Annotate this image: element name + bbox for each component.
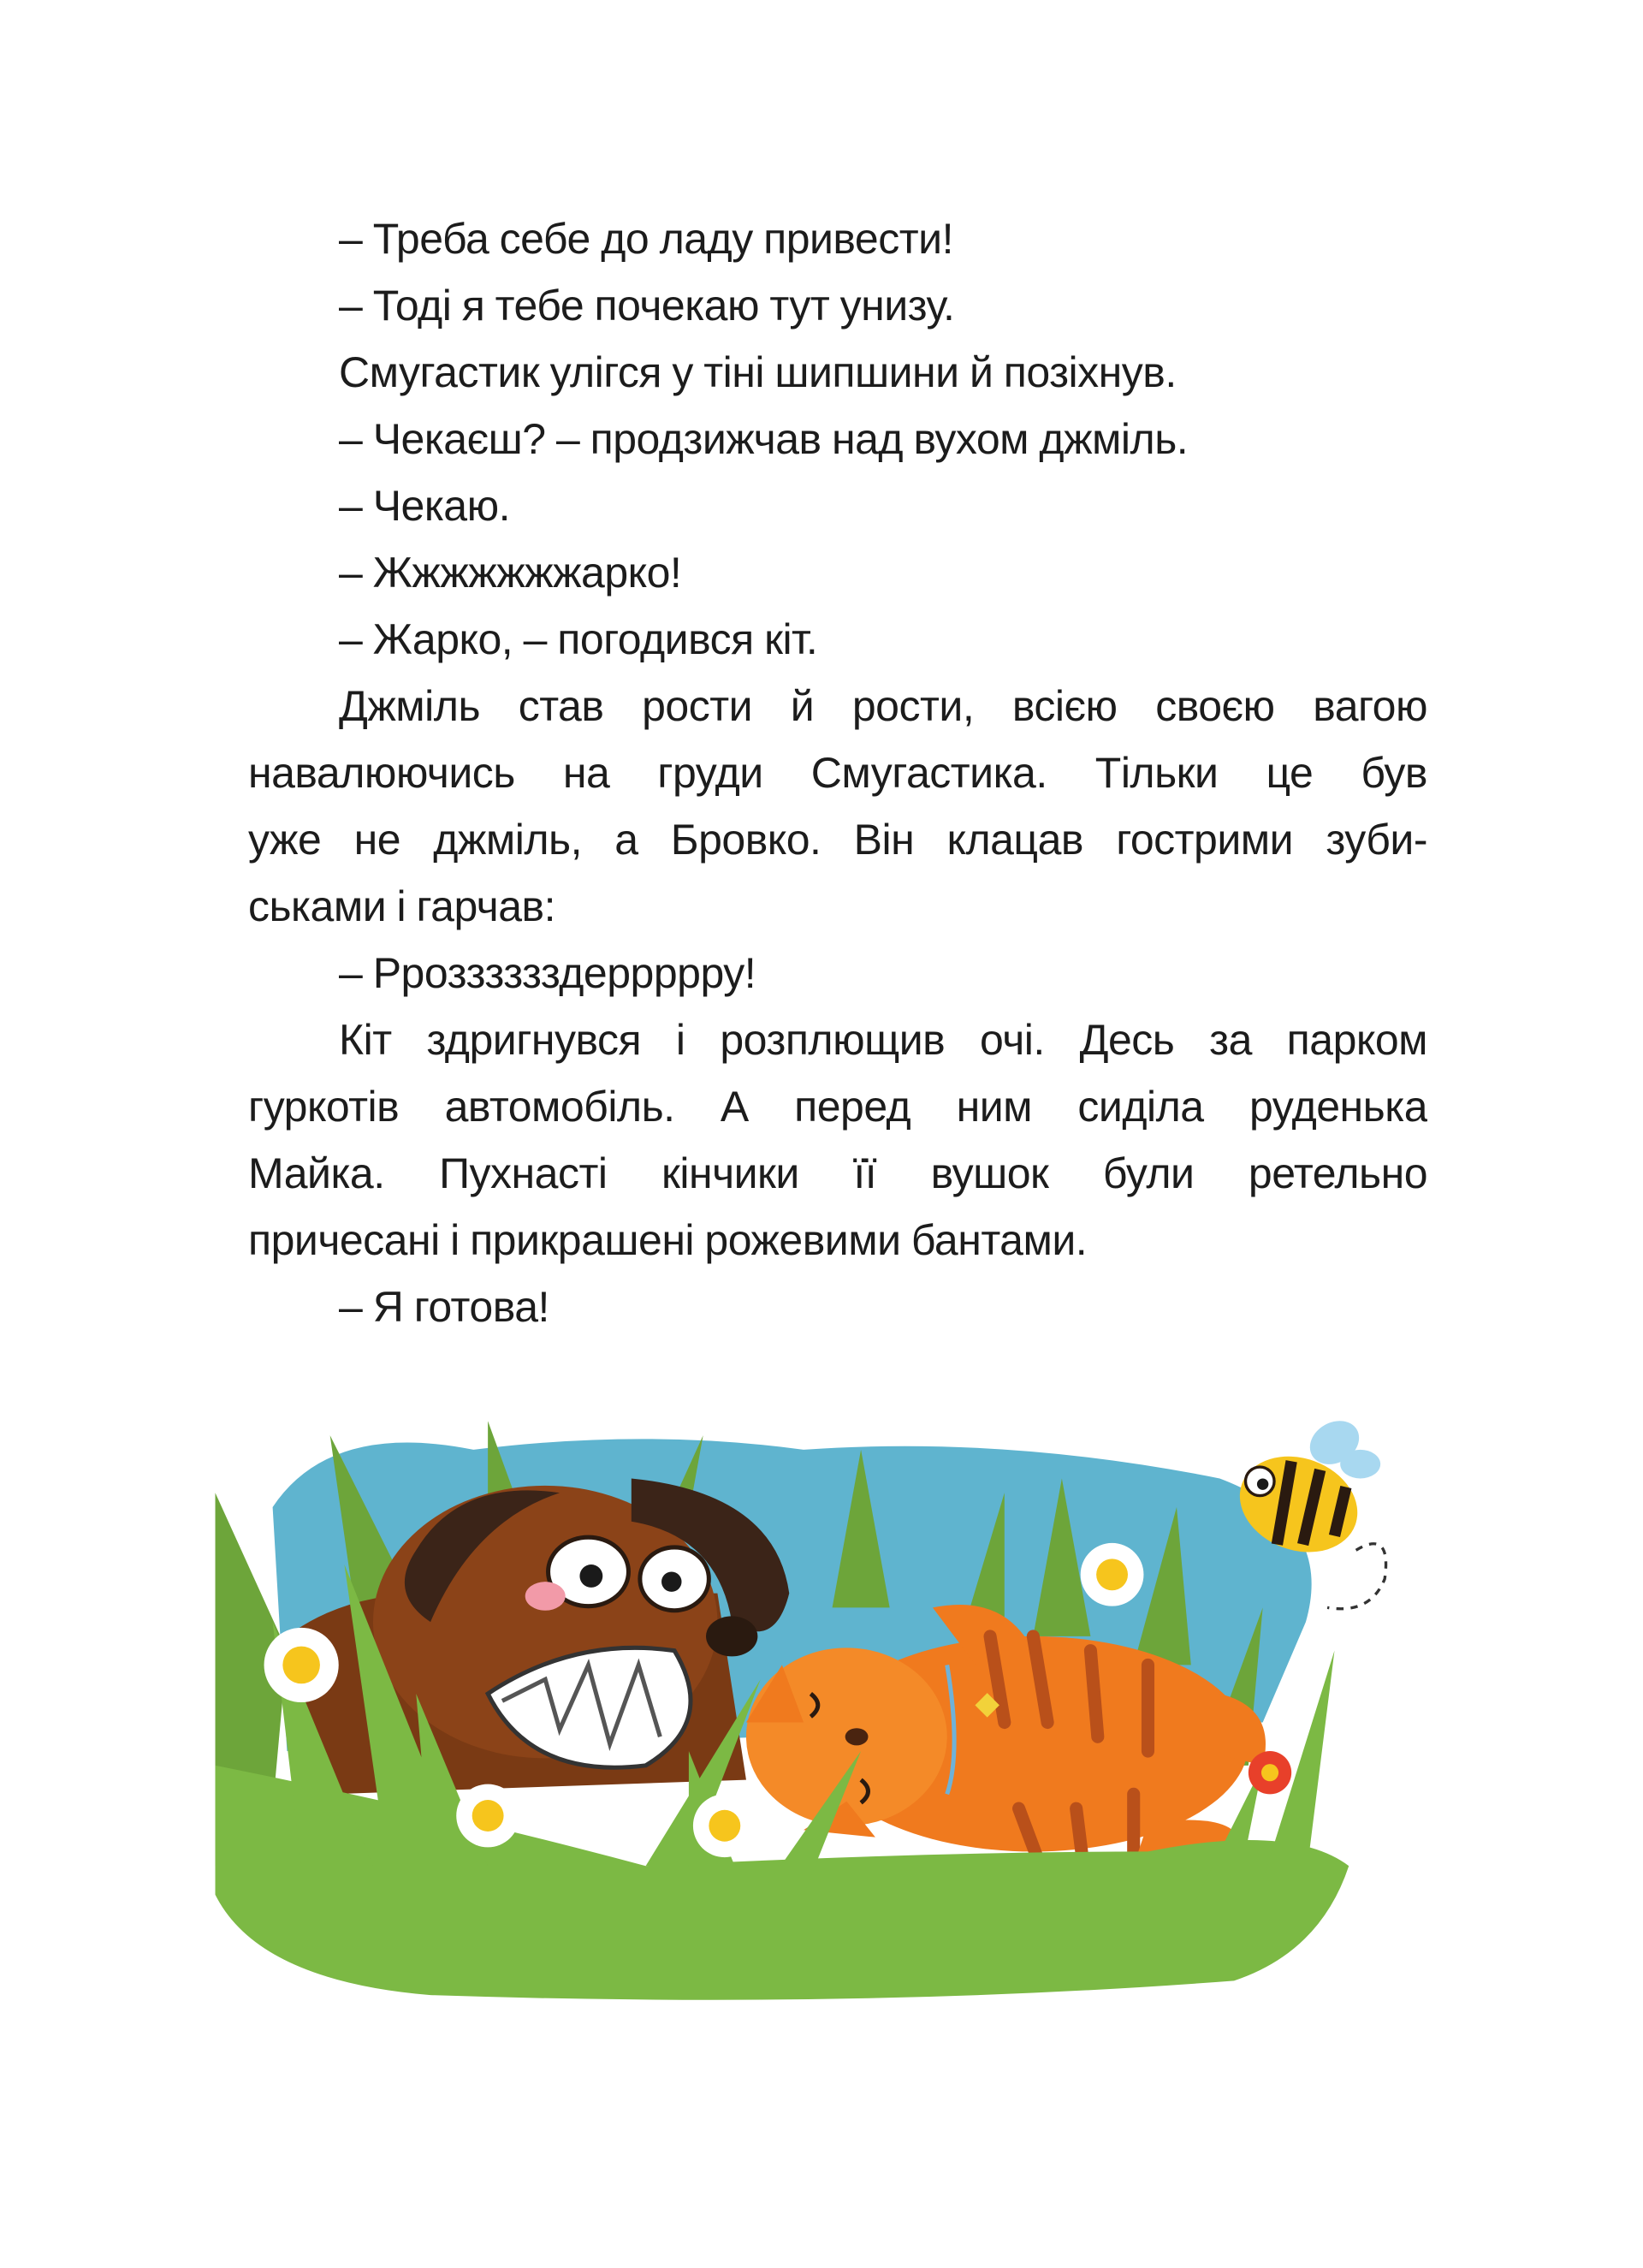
text-line: Смугастик улігся у тіні шипшини й позіхнув. [339, 348, 1177, 396]
story-text [248, 205, 1427, 1340]
text-line: – Чекаю. [339, 482, 511, 530]
text-line: – Тоді я тебе почекаю тут унизу. [339, 282, 955, 330]
grass-back [216, 1421, 1263, 1866]
text-line: уже не джміль, а Бровко. Він клацав гострими зуби- [248, 816, 1427, 864]
text-line: – Я готова! [339, 1283, 549, 1331]
text-line: ськами і гарчав: [248, 882, 555, 930]
text-line: навалюючись на груди Смугастика. Тільки це був [248, 749, 1427, 797]
text-line: гуркотів автомобіль. А перед ним сиділа руденька [248, 1083, 1427, 1131]
text-line: – Чекаєш? – продзижчав над вухом джміль. [339, 415, 1189, 463]
text-line: – Жжжжжжжарко! [339, 549, 682, 597]
text-line: – Жарко, – погодився кіт. [339, 615, 818, 663]
text-line: Кіт здригнувся і розплющив очі. Десь за парком [339, 1016, 1427, 1064]
text-line: Джміль став рости й рости, всією своєю вагою [339, 682, 1427, 730]
text-line: причесані і прикрашені рожевими бантами. [248, 1216, 1088, 1264]
text-line: Майка. Пухнасті кінчики її вушок були ретельно [248, 1149, 1427, 1197]
daisy-icons [264, 1543, 1292, 1857]
bee-icon [1226, 1412, 1386, 1609]
dog-icon [284, 1478, 789, 1794]
grass-front [216, 1564, 1349, 2000]
cat-icon [746, 1605, 1266, 1880]
text-line: – Треба себе до ладу привести! [339, 215, 953, 263]
sky-patch [273, 1439, 1312, 1751]
text-line: – Ррозззззздеррррру! [339, 949, 756, 997]
